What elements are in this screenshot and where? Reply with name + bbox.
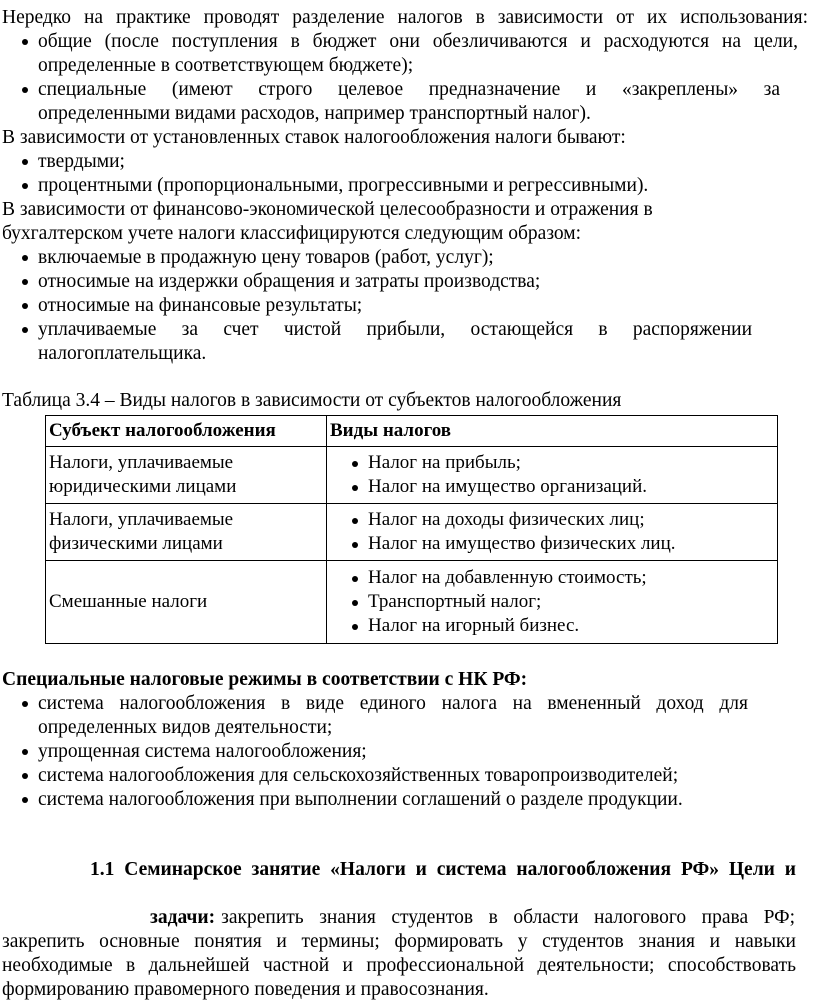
list-item: система налогообложения при выполнении соглашений о разделе продукции. [38, 789, 683, 810]
tax-item: Налог на имущество организаций. [330, 475, 774, 499]
list-item: система налогообложения в виде единого налога на вмененный доход для [38, 693, 748, 714]
table-header-row [46, 416, 778, 447]
bullet-icon [22, 255, 28, 261]
list-item-cont: определенные в соответствующем бюджете); [38, 55, 414, 76]
tax-item: Налог на игорный бизнес. [330, 614, 774, 638]
bullet-icon [22, 773, 28, 779]
goals-text: закрепить основные понятия и термины; формировать у студентов знания и навыки [2, 931, 796, 952]
subject-cell [46, 447, 327, 504]
list-item: специальные (имеют строго целевое предназначение и «закреплены» за [38, 79, 780, 100]
goals-first-line [150, 906, 795, 930]
subject-cell: Смешанные налоги [46, 561, 327, 644]
tax-item: Налог на доходы физических лиц; [330, 508, 774, 532]
header-subject: Субъект налогообложения [46, 416, 327, 447]
list-item: включаемые в продажную цену товаров (работ, услуг); [38, 247, 494, 268]
paragraph-cont: бухгалтерском учете налоги классифицируются следующим образом: [2, 223, 582, 244]
bullet-icon [22, 183, 28, 189]
list-item: относимые на издержки обращения и затраты производства; [38, 271, 541, 292]
taxes-cell [327, 561, 778, 644]
table-row [46, 447, 778, 504]
section-heading: 1.1 Семинарское занятие «Налоги и система налогообложения РФ» Цели и [90, 859, 796, 880]
paragraph: Нередко на практике проводят разделение налогов в зависимости от их использования: [2, 7, 808, 28]
bullet-icon [22, 159, 28, 165]
list-item: уплачиваемые за счет чистой прибыли, остающейся в распоряжении [38, 319, 752, 340]
tax-item: Налог на прибыль; [330, 451, 774, 475]
list-item: система налогообложения для сельскохозяйственных товаропроизводителей; [38, 765, 679, 786]
cell-line: юридическими лицами [49, 476, 237, 497]
list-item-cont: определенных видов деятельности; [38, 717, 333, 738]
list-item: общие (после поступления в бюджет они обезличиваются и расходуются на цели, [38, 31, 798, 52]
list-item: упрощенная система налогообложения; [38, 741, 367, 762]
taxes-cell [327, 447, 778, 504]
table-row [46, 504, 778, 561]
table-caption: Таблица 3.4 – Виды налогов в зависимости от субъектов налогообложения [2, 390, 622, 411]
bullet-icon [22, 279, 28, 285]
bullet-icon [22, 39, 28, 45]
table-row [46, 561, 778, 644]
taxes-cell [327, 504, 778, 561]
list-item: процентными (пропорциональными, прогрессивными и регрессивными). [38, 175, 649, 196]
list-item-cont: определенными видами расходов, например транспортный налог). [38, 103, 591, 124]
bullet-icon [22, 797, 28, 803]
bullet-icon [22, 87, 28, 93]
paragraph: В зависимости от установленных ставок налогообложения налоги бывают: [2, 127, 626, 148]
tax-item: Транспортный налог; [330, 590, 774, 614]
tax-item: Налог на добавленную стоимость; [330, 566, 774, 590]
goals-text: формированию правомерного поведения и правосознания. [2, 979, 489, 1000]
cell-line: Налоги, уплачиваемые [49, 452, 234, 473]
cell-line: физическими лицами [49, 533, 223, 554]
special-regimes-heading: Специальные налоговые режимы в соответствии с НК РФ: [2, 669, 528, 690]
bullet-icon [22, 327, 28, 333]
goals-text: закрепить знания студентов в области налогового права РФ; [221, 907, 795, 928]
bullet-icon [22, 749, 28, 755]
tax-item: Налог на имущество физических лиц. [330, 532, 774, 556]
header-taxes: Виды налогов [327, 416, 778, 447]
paragraph: В зависимости от финансово-экономической целесообразности и отражения в [2, 199, 653, 220]
cell-line: Налоги, уплачиваемые [49, 509, 234, 530]
list-item-cont: налогоплательщика. [38, 343, 207, 364]
tax-types-table [45, 415, 778, 644]
bullet-icon [22, 303, 28, 309]
bullet-icon [22, 701, 28, 707]
list-item: твердыми; [38, 151, 125, 172]
goals-text: необходимые в дальнейшей частной и профессиональной деятельности; способствовать [2, 955, 796, 976]
goals-label: задачи: [150, 907, 216, 928]
list-item: относимые на финансовые результаты; [38, 295, 363, 316]
subject-cell [46, 504, 327, 561]
